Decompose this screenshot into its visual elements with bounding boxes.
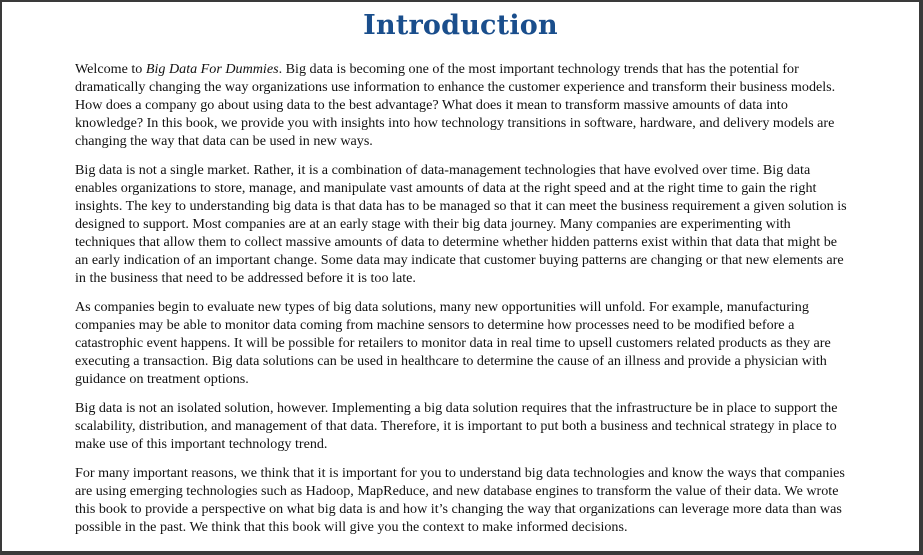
page-title: Introduction [363, 10, 558, 41]
paragraph-4: Big data is not an isolated solution, however. Implementing a big data solution requires that the infrastructure be in place to support the scalability, distribution, and management of that data. Therefore, it is important to put both a business and technical strategy in place to make use of this important technology trend. [75, 400, 838, 452]
paragraph-2: Big data is not a single market. Rather, it is a combination of data-management technologies that have evolved over time. Big data enables organizations to store, manage, and manipulate vast amounts of data at the right speed and at the right time to gain the right insights. The key to understanding big data is that data has to be managed so that it can meet the business requirement a given solution is designed to support. Most companies are at an early stage with their big data journey. Many companies are experimenting with techniques that allow them to collect massive amounts of data to determine whether hidden patterns exist within that data that might be an early indication of an important change. Some data may indicate that customer buying patterns are changing or that new elements are in the business that need to be addressed before it is too late. [75, 162, 847, 286]
document-body [75, 60, 853, 547]
paragraph-1 [75, 60, 853, 150]
paragraph-1-lead: Welcome to [75, 61, 146, 77]
paragraph-1-text: . Big data is becoming one of the most important technology trends that has the potential for dramatically changing the way organizations use information to enhance the customer experience and transform their business models. How does a company go about using data to the best advantage? What does it mean to transform massive amounts of data into knowledge? In this book, we provide you with insights into how technology transitions in software, hardware, and delivery models are changing the way that data can be used in new ways. [75, 61, 836, 149]
document-page [2, 2, 919, 551]
paragraph-5: For many important reasons, we think that it is important for you to understand big data technologies and know the ways that companies are using emerging technologies such as Hadoop, MapReduce, and new database engines to transform the value of their data. We wrote this book to provide a perspective on what big data is and how it’s changing the way that organizations can leverage more data than was possible in the past. We think that this book will give you the context to make informed decisions. [75, 465, 845, 535]
book-title: Big Data For Dummies [145, 61, 279, 77]
paragraph-3: As companies begin to evaluate new types of big data solutions, many new opportunities will unfold. For example, manufacturing companies may be able to monitor data coming from machine sensors to determine how processes need to be modified before a catastrophic event happens. It will be possible for retailers to monitor data in real time to upsell customers related products as they are executing a transaction. Big data solutions can be used in healthcare to determine the cause of an illness and provide a physician with guidance on treatment options. [75, 299, 831, 387]
